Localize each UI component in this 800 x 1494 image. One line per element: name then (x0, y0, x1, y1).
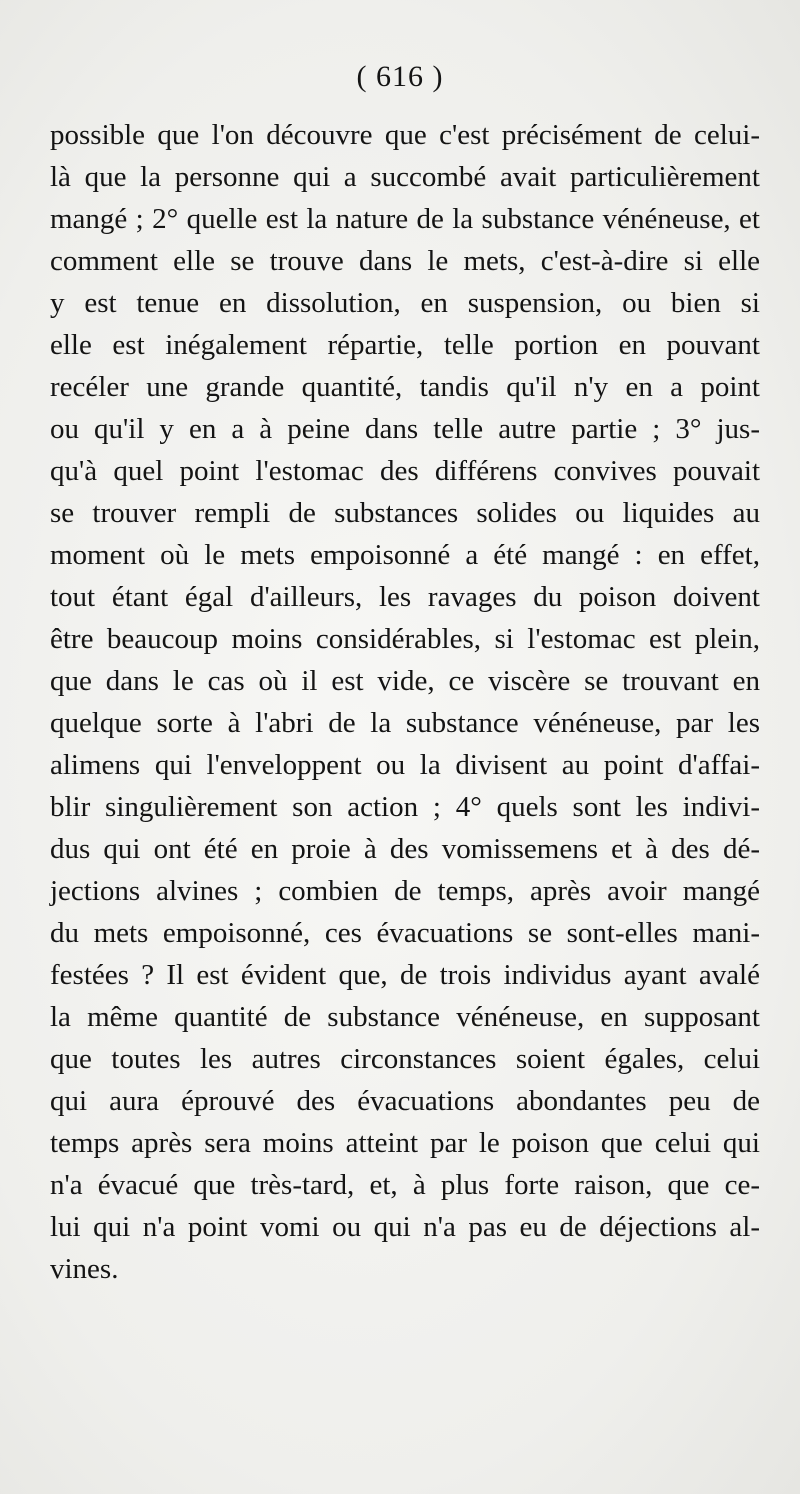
text-line: tout étant égal d'ailleurs, les ravages du poison doivent (50, 581, 760, 613)
text-line: ou qu'il y en a à peine dans telle autre partie ; 3° jus- (50, 413, 760, 445)
text-line: être beaucoup moins considérables, si l'estomac est plein, (50, 623, 760, 655)
text-line: que dans le cas où il est vide, ce viscère se trouvant en (50, 665, 760, 697)
text-line: vines. (50, 1253, 119, 1285)
text-line: elle est inégalement répartie, telle portion en pouvant (50, 329, 760, 361)
text-line: comment elle se trouve dans le mets, c'est-à-dire si elle (50, 245, 760, 277)
text-line: jections alvines ; combien de temps, après avoir mangé (50, 875, 760, 907)
text-line: quelque sorte à l'abri de la substance vénéneuse, par les (50, 707, 760, 739)
text-line: alimens qui l'enveloppent ou la divisent au point d'affai- (50, 749, 760, 781)
text-line: la même quantité de substance vénéneuse, en supposant (50, 1001, 760, 1033)
text-line: recéler une grande quantité, tandis qu'il n'y en a point (50, 371, 760, 403)
text-line: y est tenue en dissolution, en suspension, ou bien si (50, 287, 760, 319)
body-text (50, 114, 760, 1290)
text-line: se trouver rempli de substances solides ou liquides au (50, 497, 760, 529)
text-line: lui qui n'a point vomi ou qui n'a pas eu de déjections al- (50, 1211, 760, 1243)
text-line: là que la personne qui a succombé avait particulièrement (50, 161, 760, 193)
text-line: mangé ; 2° quelle est la nature de la substance vénéneuse, et (50, 203, 760, 235)
text-line: moment où le mets empoisonné a été mangé : en effet, (50, 539, 760, 571)
text-line: qu'à quel point l'estomac des différens convives pouvait (50, 455, 760, 487)
text-line: dus qui ont été en proie à des vomissemens et à des dé- (50, 833, 760, 865)
text-line: blir singulièrement son action ; 4° quels sont les indivi- (50, 791, 760, 823)
text-line: qui aura éprouvé des évacuations abondantes peu de (50, 1085, 760, 1117)
text-line: que toutes les autres circonstances soient égales, celui (50, 1043, 760, 1075)
text-line: possible que l'on découvre que c'est précisément de celui- (50, 119, 760, 151)
page-number: ( 616 ) (356, 60, 444, 93)
text-line: du mets empoisonné, ces évacuations se sont-elles mani- (50, 917, 760, 949)
text-line: temps après sera moins atteint par le poison que celui qui (50, 1127, 760, 1159)
text-line: festées ? Il est évident que, de trois individus ayant avalé (50, 959, 760, 991)
text-line: n'a évacué que très-tard, et, à plus forte raison, que ce- (50, 1169, 760, 1201)
